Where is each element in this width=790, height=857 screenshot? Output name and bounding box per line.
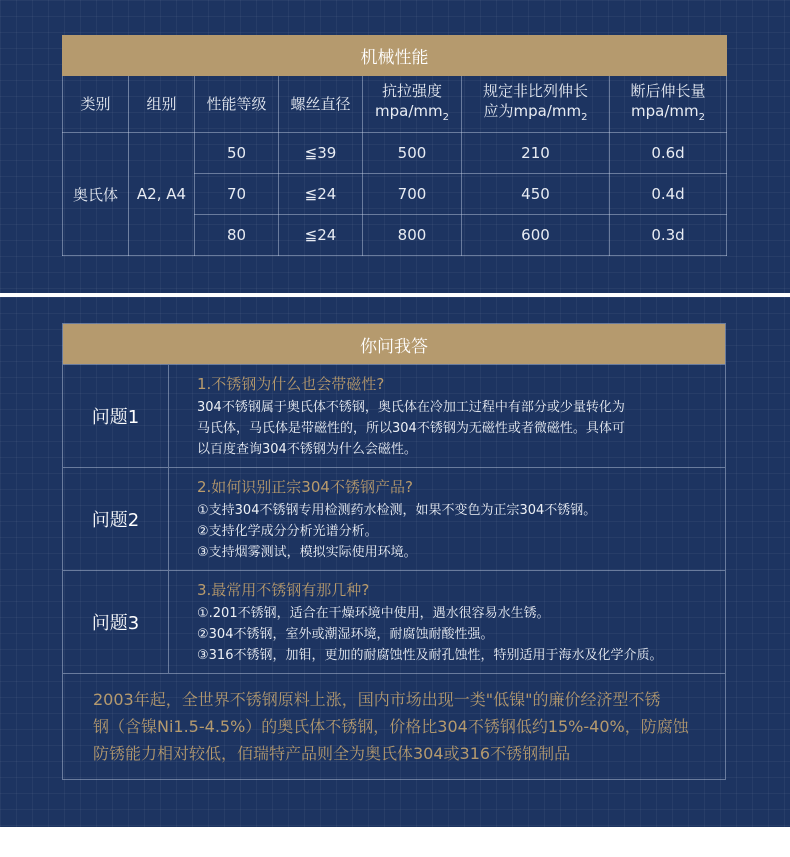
qa-title: 你问我答: [63, 324, 725, 364]
qa-content: [169, 468, 596, 570]
answer-line: 304不锈钢属于奥氏体不锈钢，奥氏体在冷加工过程中有部分或少量转化为: [197, 400, 625, 415]
mechanical-properties-panel: [0, 0, 790, 293]
cell-diameter: ≦24: [279, 174, 363, 215]
footnote-line: 防锈能力相对较低，佰瑞特产品则全为奥氏体304或316不锈钢制品: [93, 744, 571, 763]
cell-tensile: 700: [363, 174, 462, 215]
qa-item: [63, 570, 725, 673]
header-diameter: 螺丝直径: [279, 76, 363, 133]
qa-panel: [0, 297, 790, 827]
answer-line: ③支持烟雾测试，模拟实际使用环境。: [197, 545, 417, 560]
qa-table: [62, 323, 726, 780]
footnote-line: 钢（含镍Ni1.5-4.5%）的奥氏体不锈钢，价格比304不锈钢低约15%-40%，防腐蚀: [93, 717, 689, 736]
table-title: 机械性能: [63, 36, 727, 76]
answer-line: 以百度查询304不锈钢为什么会磁性。: [197, 442, 417, 457]
cell-category: 奥氏体: [63, 133, 129, 256]
question-text: 2.如何识别正宗304不锈钢产品?: [197, 478, 413, 496]
header-grade: 性能等级: [195, 76, 279, 133]
footnote-line: 2003年起，全世界不锈钢原料上涨，国内市场出现一类"低镍"的廉价经济型不锈: [93, 690, 661, 709]
qa-content: [169, 571, 662, 673]
mechanical-properties-table: [62, 35, 727, 256]
answer-line: ③316不锈钢，加钼，更加的耐腐蚀性及耐孔蚀性，特别适用于海水及化学介质。: [197, 648, 663, 663]
cell-yield: 600: [462, 215, 610, 256]
header-group: 组别: [129, 76, 195, 133]
question-label: 问题2: [63, 468, 169, 570]
question-label: 问题3: [63, 571, 169, 673]
cell-yield: 450: [462, 174, 610, 215]
cell-yield: 210: [462, 133, 610, 174]
header-elongation: 断后伸长量 mpa/$mm_2$: [610, 76, 727, 133]
header-yield: 规定非比列伸长 应为mpa/$mm_2$: [462, 76, 610, 133]
answer-line: ①支持304不锈钢专用检测药水检测，如果不变色为正宗304不锈钢。: [197, 503, 597, 518]
question-text: 1.不锈钢为什么也会带磁性?: [197, 375, 385, 393]
cell-diameter: ≦24: [279, 215, 363, 256]
question-text: 3.最常用不锈钢有那几种?: [197, 581, 370, 599]
cell-grade: 70: [195, 174, 279, 215]
cell-elongation: 0.3d: [610, 215, 727, 256]
answer-line: 马氏体，马氏体是带磁性的，所以304不锈钢为无磁性或者微磁性。具体可: [197, 421, 625, 436]
cell-tensile: 800: [363, 215, 462, 256]
cell-elongation: 0.6d: [610, 133, 727, 174]
qa-item: [63, 467, 725, 570]
cell-group: A2, A4: [129, 133, 195, 256]
qa-item: [63, 364, 725, 467]
header-category: 类别: [63, 76, 129, 133]
cell-grade: 50: [195, 133, 279, 174]
table-row: [63, 133, 727, 174]
header-tensile: 抗拉强度 mpa/$mm_2$: [363, 76, 462, 133]
answer-line: ①.201不锈钢，适合在干燥环境中使用，遇水很容易水生锈。: [197, 606, 550, 621]
question-label: 问题1: [63, 365, 169, 467]
qa-content: [169, 365, 625, 467]
cell-diameter: ≦39: [279, 133, 363, 174]
answer-line: ②304不锈钢，室外或潮湿环境，耐腐蚀耐酸性强。: [197, 627, 494, 642]
cell-elongation: 0.4d: [610, 174, 727, 215]
footnote: [63, 673, 725, 777]
cell-grade: 80: [195, 215, 279, 256]
cell-tensile: 500: [363, 133, 462, 174]
answer-line: ②支持化学成分分析光谱分析。: [197, 524, 378, 539]
